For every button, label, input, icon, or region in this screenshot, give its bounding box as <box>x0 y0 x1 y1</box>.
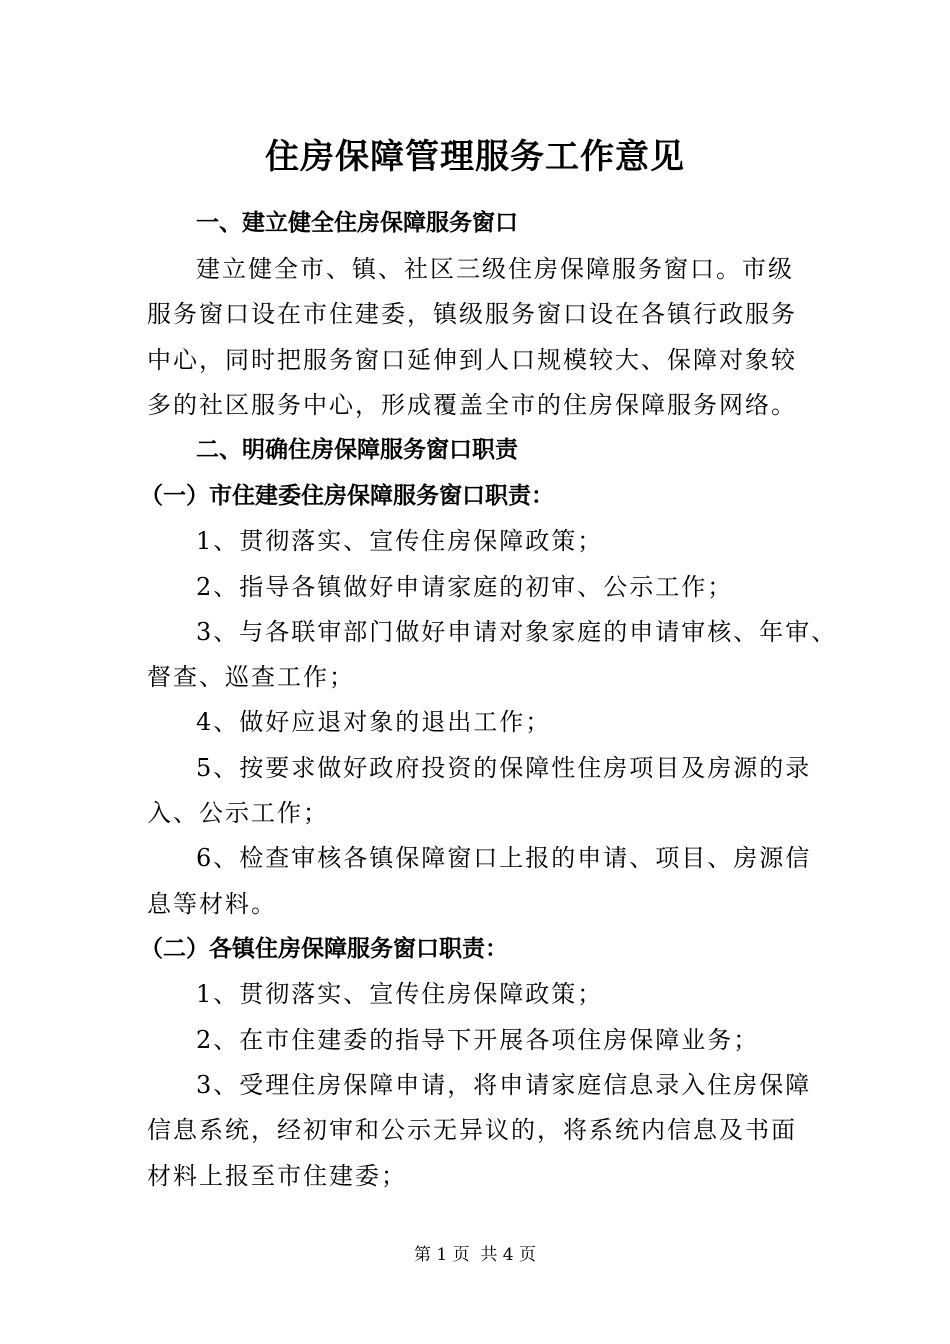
page-footer <box>0 1243 950 1267</box>
list-item: 3、与各联审部门做好申请对象家庭的申请审核、年审、 <box>196 618 838 646</box>
section-1-paragraph-line: 建立健全市、镇、社区三级住房保障服务窗口。市级 <box>196 255 794 283</box>
list-item: 3、受理住房保障申请，将申请家庭信息录入住房保障 <box>196 1071 812 1099</box>
list-item-continuation: 信息系统，经初审和公示无异议的，将系统内信息及书面 <box>147 1116 797 1144</box>
list-item: 1、贯彻落实、宣传住房保障政策； <box>196 980 604 1008</box>
list-item: 4、做好应退对象的退出工作； <box>196 708 552 736</box>
section-1-paragraph-line: 服务窗口设在市住建委，镇级服务窗口设在各镇行政服务 <box>147 300 797 328</box>
list-item: 5、按要求做好政府投资的保障性住房项目及房源的录 <box>196 754 812 782</box>
section-1-paragraph-line: 多的社区服务中心，形成覆盖全市的住房保障服务网络。 <box>147 391 797 419</box>
list-item-continuation: 材料上报至市住建委； <box>147 1162 407 1190</box>
subsection-1-heading: （一）市住建委住房保障服务窗口职责： <box>140 483 554 509</box>
list-item: 2、在市住建委的指导下开展各项住房保障业务； <box>196 1026 760 1054</box>
list-item: 6、检查审核各镇保障窗口上报的申请、项目、房源信 <box>196 844 812 872</box>
list-item: 1、贯彻落实、宣传住房保障政策； <box>196 527 604 555</box>
list-item: 2、指导各镇做好申请家庭的初审、公示工作； <box>196 573 734 601</box>
list-item-continuation: 息等材料。 <box>147 890 277 918</box>
section-1-paragraph-line: 中心，同时把服务窗口延伸到人口规模较大、保障对象较 <box>147 346 797 374</box>
page-number: 第 1 页 共 4 页 <box>413 1245 537 1265</box>
section-1-heading: 一、建立健全住房保障服务窗口 <box>196 210 518 236</box>
section-2-heading: 二、明确住房保障服务窗口职责 <box>196 437 518 463</box>
list-item-continuation: 督查、巡查工作； <box>147 663 355 691</box>
list-item-continuation: 入、公示工作； <box>147 799 329 827</box>
document-title: 住房保障管理服务工作意见 <box>265 137 685 177</box>
subsection-2-heading: （二）各镇住房保障服务窗口职责： <box>140 936 508 962</box>
